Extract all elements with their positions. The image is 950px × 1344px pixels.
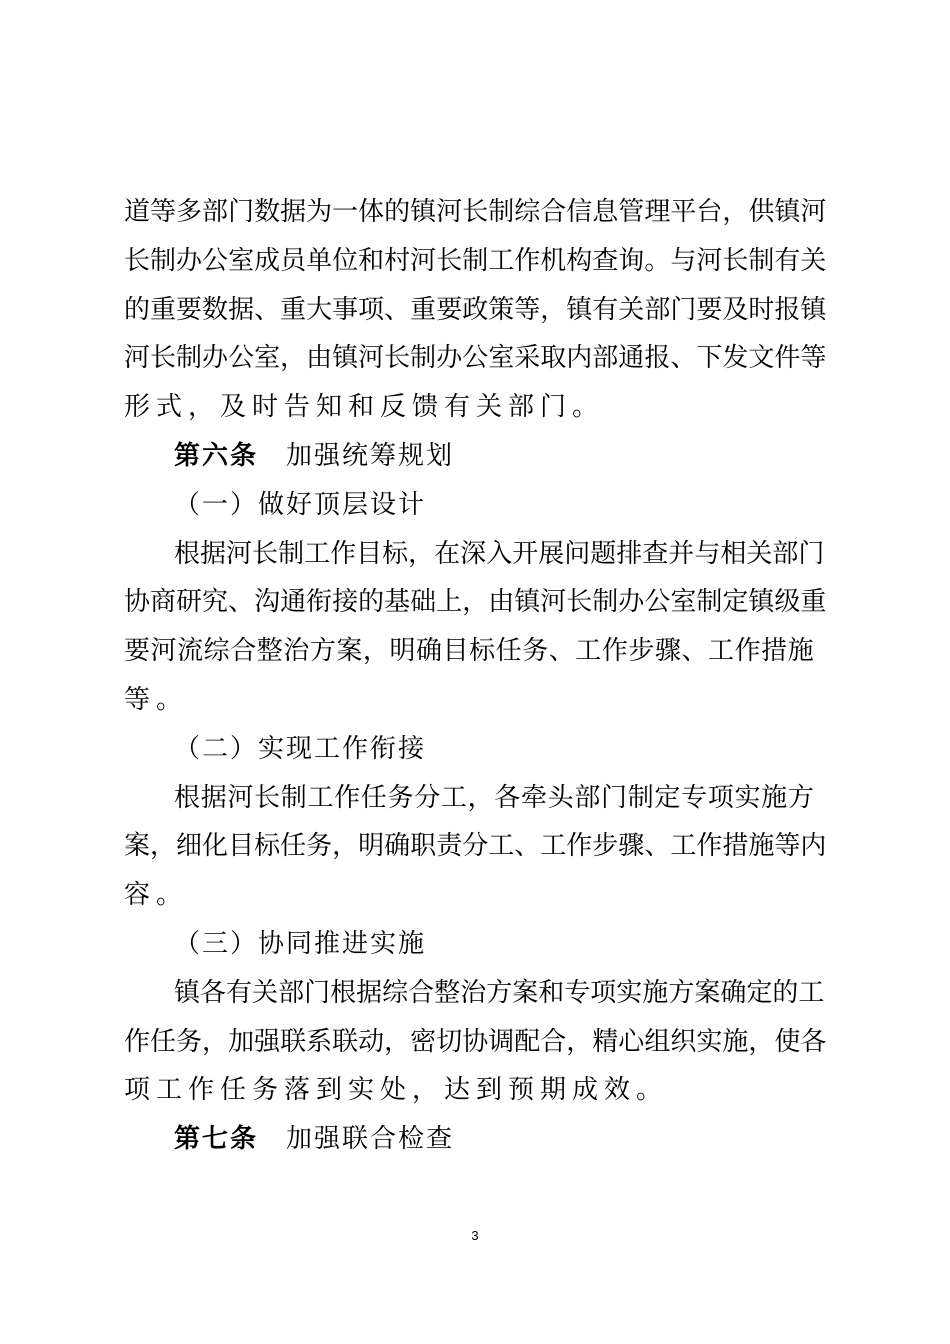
paragraph-line: 镇 各 有 关 部 门 根 据 综 合 整 治 方 案 和 专 项 实 施 方 案 确 定 的 工 [174, 977, 825, 1008]
paragraph-line: 形式，及时告知和反馈有关部门。 [124, 392, 605, 423]
paragraph-line: 要 河 流 综 合 整 治 方 案 ， 明 确 目 标 任 务 、 工 作 步 骤 、 工 作 措 施 [124, 636, 814, 667]
article-number: 第七条 [174, 1124, 259, 1155]
paragraph-line: 道 等 多 部 门 数 据 为 一 体 的 镇 河 长 制 综 合 信 息 管 理 平 台 ， 供 镇 河 [124, 197, 827, 227]
article-heading [124, 432, 814, 481]
paragraph-line: 作 任 务 ， 加 强 联 系 联 动 ， 密 切 协 调 配 合 ， 精 心 组 织 实 施 ， 使 各 [124, 1026, 827, 1057]
section-subheading: （三）协同推进实施 [174, 928, 427, 959]
document-body [124, 188, 827, 1164]
paragraph-line: 项工作任务落到实处，达到预期成效。 [124, 1075, 669, 1106]
paragraph-line: 的 重 要 数 据 、 重 大 事 项 、 重 要 政 策 等 ， 镇 有 关 部 门 要 及 时 报 镇 [124, 294, 827, 325]
section-subheading: （一）做好顶层设计 [174, 489, 427, 520]
paragraph-line: 河 长 制 办 公 室 ， 由 镇 河 长 制 办 公 室 采 取 内 部 通 报 、 下 发 文 件 等 [124, 343, 827, 374]
paragraph-line: 容。 [124, 880, 189, 911]
paragraph-line: 等。 [124, 684, 189, 715]
page-number: 3 [471, 1228, 479, 1243]
paragraph-line: 根 据 河 长 制 工 作 任 务 分 工 ， 各 牵 头 部 门 制 定 专 项 实 施 方 [174, 782, 814, 813]
article-title: 加强统筹规划 [286, 440, 455, 471]
paragraph-line: 根 据 河 长 制 工 作 目 标 ， 在 深 入 开 展 问 题 排 查 并 与 相 关 部 门 [174, 538, 825, 569]
section-subheading: （二）实现工作衔接 [174, 733, 427, 764]
paragraph-line: 协 商 研 究 、 沟 通 衔 接 的 基 础 上 ， 由 镇 河 长 制 办 公 室 制 定 镇 级 重 [124, 587, 827, 618]
paragraph-line: 案 ， 细 化 目 标 任 务 ， 明 确 职 责 分 工 、 工 作 步 骤 、 工 作 措 施 等 内 [124, 831, 827, 862]
article-number: 第六条 [174, 440, 259, 471]
article-heading [124, 1115, 814, 1164]
article-title: 加强联合检查 [286, 1124, 455, 1155]
paragraph-line: 长 制 办 公 室 成 员 单 位 和 村 河 长 制 工 作 机 构 查 询 。 与 河 长 制 有 关 [124, 245, 827, 276]
